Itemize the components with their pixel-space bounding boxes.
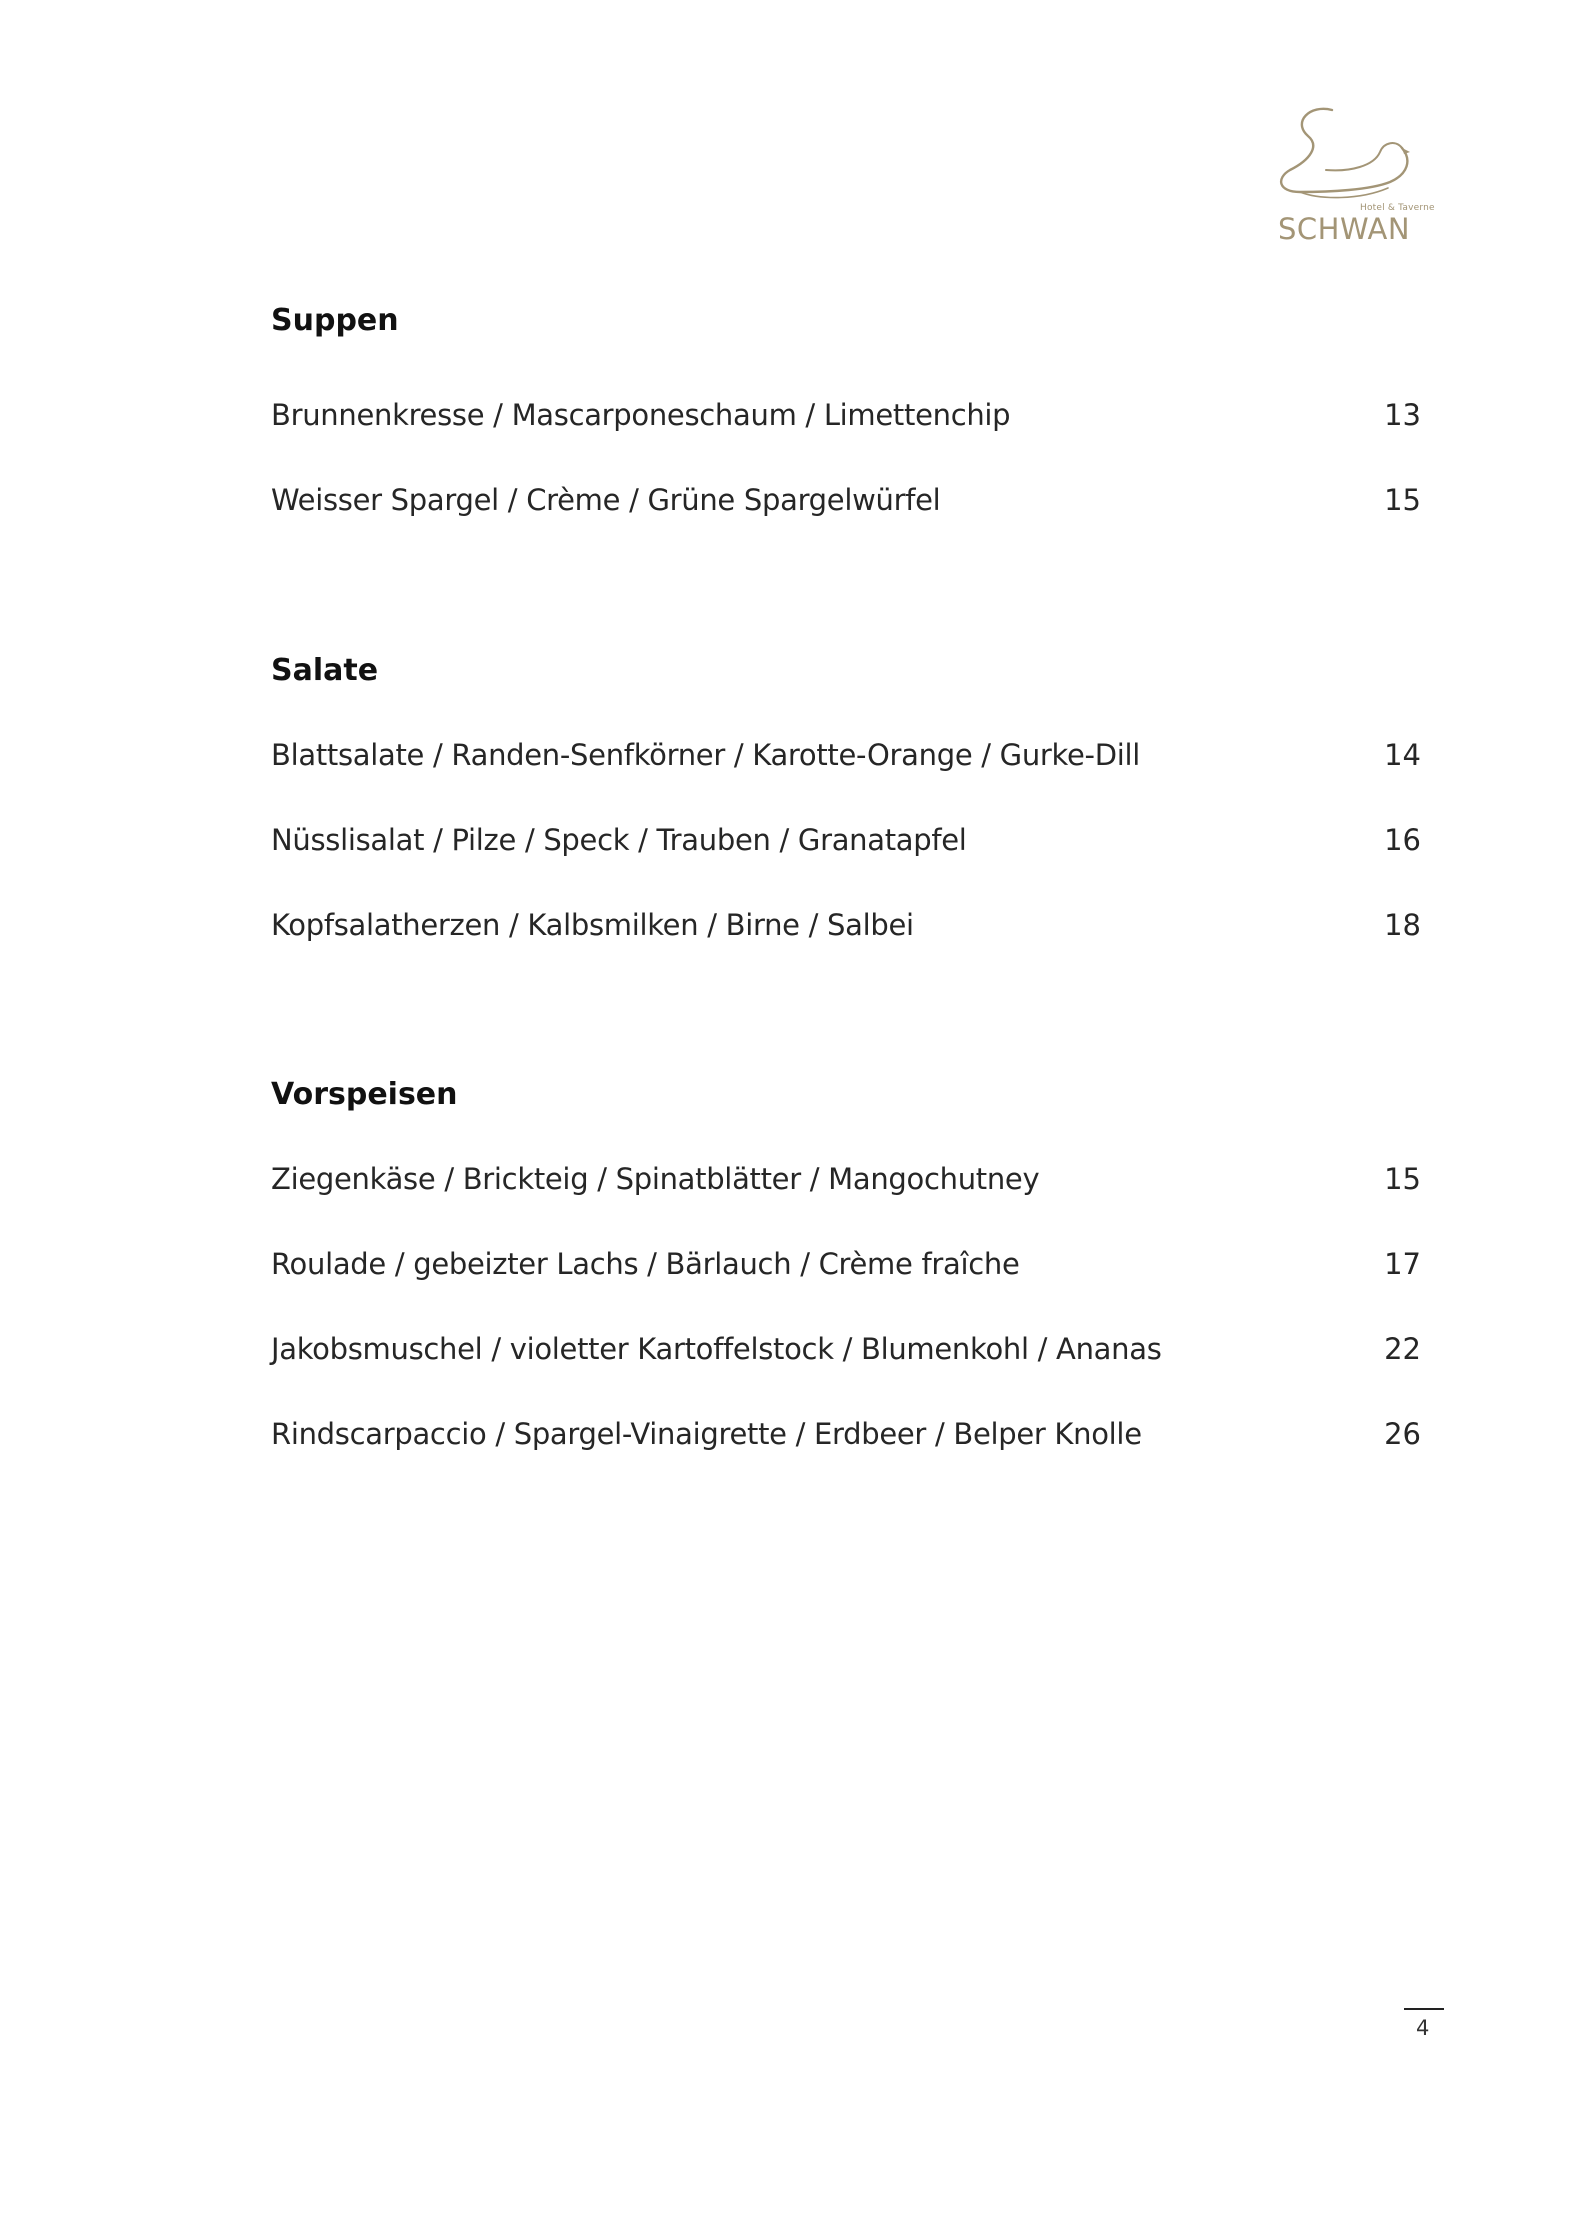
logo-subtitle: Hotel & Taverne [1360,203,1435,213]
menu-item [271,738,1421,782]
item-name: Jakobsmuschel / violetter Kartoffelstock / Blumenkohl / Ananas [271,1332,1162,1366]
item-name: Kopfsalatherzen / Kalbsmilken / Birne / Salbei [271,908,914,942]
hotel-logo [1270,100,1435,250]
menu-item [271,398,1421,442]
item-price: 22 [1384,1332,1421,1366]
item-price: 13 [1384,398,1421,432]
item-price: 16 [1384,823,1421,857]
item-name: Blattsalate / Randen-Senfkörner / Karotte-Orange / Gurke-Dill [271,738,1141,772]
item-price: 17 [1384,1247,1421,1281]
menu-item [271,1332,1421,1376]
item-price: 26 [1384,1417,1421,1451]
menu-item [271,908,1421,952]
item-name: Nüsslisalat / Pilze / Speck / Trauben / Granatapfel [271,823,967,857]
item-name: Weisser Spargel / Crème / Grüne Spargelwürfel [271,483,941,517]
item-name: Rindscarpaccio / Spargel-Vinaigrette / Erdbeer / Belper Knolle [271,1417,1142,1451]
page-number-rule [1404,2008,1444,2010]
menu-item [271,1247,1421,1291]
page-number: 4 [1416,2016,1430,2040]
item-name: Brunnenkresse / Mascarponeschaum / Limettenchip [271,398,1011,432]
menu-item [271,483,1421,527]
menu-item [271,1417,1421,1461]
item-name: Ziegenkäse / Brickteig / Spinatblätter / Mangochutney [271,1162,1040,1196]
section-title: Vorspeisen [271,1077,458,1112]
item-price: 18 [1384,908,1421,942]
swan-icon [1270,100,1420,210]
item-price: 15 [1384,1162,1421,1196]
section-title: Suppen [271,303,399,338]
menu-item [271,1162,1421,1206]
item-price: 14 [1384,738,1421,772]
item-price: 15 [1384,483,1421,517]
menu-item [271,823,1421,867]
section-title: Salate [271,653,379,688]
item-name: Roulade / gebeizter Lachs / Bärlauch / Crème fraîche [271,1247,1020,1281]
logo-name: SCHWAN [1278,212,1411,246]
